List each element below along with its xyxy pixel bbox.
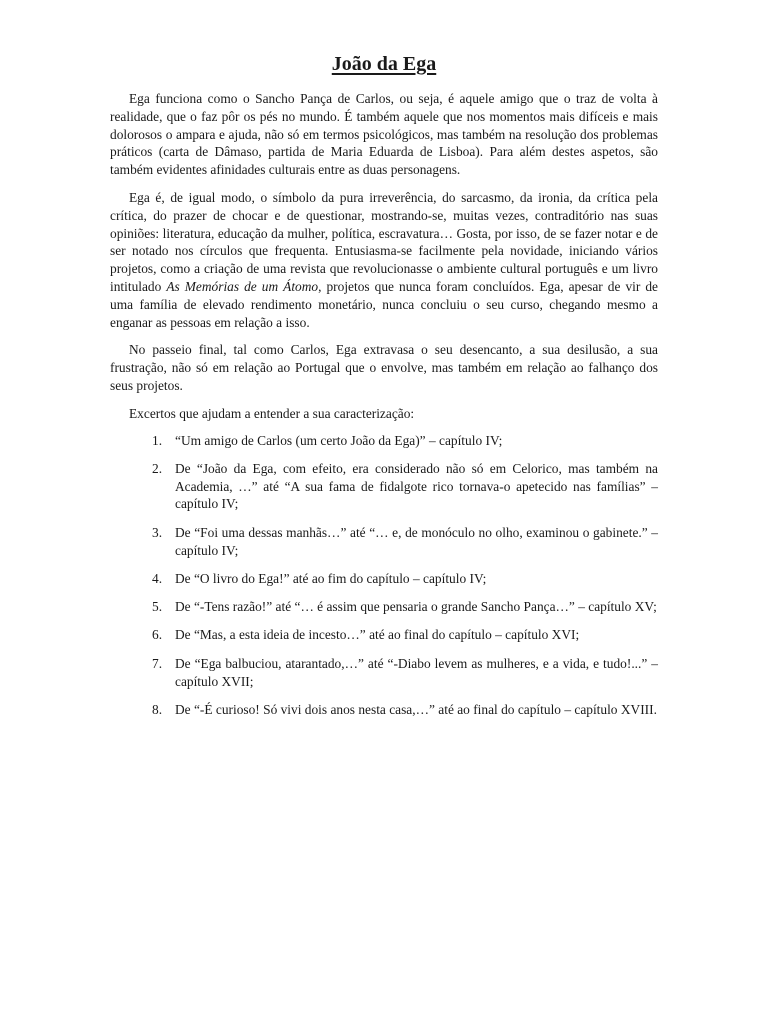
list-item-text: De “Ega balbuciou, atarantado,…” até “-Diabo levem as mulheres, e a vida, e tudo!...” – capítulo XVII;	[175, 655, 658, 689]
list-item	[110, 570, 658, 588]
list-item-number: 8.	[152, 701, 163, 717]
excerpts-intro: Excertos que ajudam a entender a sua caracterização:	[129, 405, 415, 421]
list-item-number: 4.	[152, 570, 163, 586]
paragraph-2	[110, 189, 658, 331]
list-item	[110, 460, 658, 513]
list-item-number: 6.	[152, 627, 163, 643]
paragraph-2-text-end: , projetos que nunca foram concluídos. Ega, apesar de vir de uma família de elevado rendimento monetário, nunca concluiu o seu curso, chegando mesmo a enganar as pessoas em relação a isso.	[110, 278, 658, 330]
list-item	[110, 598, 658, 616]
book-title-italic: As Memórias de um Átomo	[166, 278, 319, 294]
list-item	[110, 432, 658, 450]
list-item	[110, 701, 658, 719]
excerpts-list	[110, 432, 658, 719]
paragraph-2-text-start: Ega é, de igual modo, o símbolo da pura irreverência, do sarcasmo, da ironia, da crítica pela crítica, do prazer de chocar e de questionar, mostrando-se, muitas vezes, contraditório nas suas opiniões: literatura, educação da mulher, política, escravatura… Gosta, por isso, de se fazer notar e de ser notado nos círculos que frequenta. Entusiasma-se facilmente pela novidade, iniciando vários projetos, como a criação de uma revista que revolucionasse o ambiente cultural português e um livro intitulado	[110, 189, 658, 294]
list-item-number: 3.	[152, 524, 163, 540]
document-page	[110, 52, 658, 729]
list-item	[110, 626, 658, 644]
paragraph-3: No passeio final, tal como Carlos, Ega extravasa o seu desencanto, a sua desilusão, a sua frustração, não só em relação ao Portugal que o envolve, mas também em relação ao falhanço dos seus projetos.	[110, 342, 658, 393]
paragraph-1: Ega funciona como o Sancho Pança de Carlos, ou seja, é aquele amigo que o traz de volta à realidade, que o faz pôr os pés no mundo. É também aquele que nos momentos mais difíceis e mais dolorosos o ampara e ajuda, não só em termos psicológicos, mas também na resolução dos problemas práticos (carta de Dâmaso, partida de Maria Eduarda de Lisboa). Para além destes aspetos, são também evidentes afinidades culturais entre as duas personagens.	[110, 91, 658, 178]
list-item-text: De “-Tens razão!” até “… é assim que pensaria o grande Sancho Pança…” – capítulo XV;	[175, 599, 657, 615]
list-item-text: De “João da Ega, com efeito, era considerado não só em Celorico, mas também na Academia, …” até “A sua fama de fidalgote rico tornava-o apetecido nas famílias” – capítulo IV;	[175, 460, 658, 512]
list-item-number: 7.	[152, 655, 163, 671]
list-item-text: De “O livro do Ega!” até ao fim do capítulo – capítulo IV;	[175, 570, 487, 586]
list-item-text: “Um amigo de Carlos (um certo João da Ega)” – capítulo IV;	[175, 432, 503, 448]
list-item-text: De “-É curioso! Só vivi dois anos nesta casa,…” até ao final do capítulo – capítulo XVIII.	[175, 701, 657, 717]
list-item-text: De “Mas, a esta ideia de incesto…” até ao final do capítulo – capítulo XVI;	[175, 627, 580, 643]
list-item	[110, 524, 658, 560]
list-item-number: 5.	[152, 599, 163, 615]
list-item-text: De “Foi uma dessas manhãs…” até “… e, de monóculo no olho, examinou o gabinete.” – capítulo IV;	[175, 524, 658, 558]
list-item-number: 1.	[152, 432, 163, 448]
list-item	[110, 655, 658, 691]
list-item-number: 2.	[152, 460, 163, 476]
page-title: João da Ega	[331, 53, 437, 75]
